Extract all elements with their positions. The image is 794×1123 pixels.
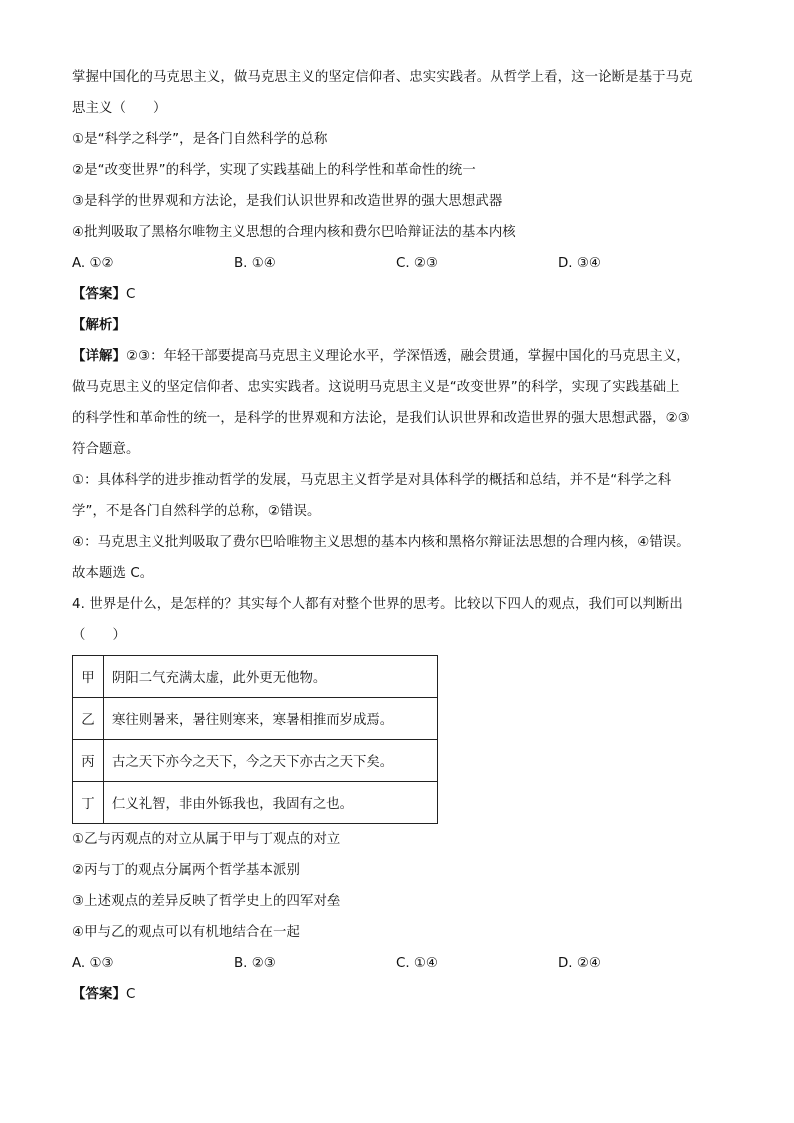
table-cell-person: 丙 [73,740,104,782]
table-row [73,656,438,698]
q3-analysis-label: 【解析】 [72,318,126,333]
q3-choice-b: B. ①④ [234,256,276,271]
q4-viewpoints-table [72,655,438,824]
q3-detail-line-1 [72,341,722,372]
q3-analysis [72,310,722,341]
table-cell-view: 寒往则暑来，暑往则寒来，寒暑相推而岁成焉。 [104,698,438,740]
q3-wrong2: ④：马克思主义批判吸取了费尔巴哈唯物主义思想的基本内核和黑格尔辩证法思想的合理内核，④错误。 [72,535,690,550]
q4-answer [72,979,722,1010]
table-cell-person: 甲 [73,656,104,698]
document-page [72,62,722,1010]
table-cell-person: 丁 [73,782,104,824]
q3-answer [72,279,722,310]
q4-choices [72,948,722,979]
q4-answer-value: C [125,987,136,1002]
table-cell-view: 古之天下亦今之天下，今之天下亦古之天下矣。 [104,740,438,782]
q3-option-1: ①是“科学之科学”，是各门自然科学的总称 [72,132,328,147]
q3-choice-d: D. ③④ [558,256,601,271]
q3-choice-c: C. ②③ [396,256,438,271]
table-cell-view: 仁义礼智，非由外铄我也，我固有之也。 [104,782,438,824]
q3-choice-a: A. ①② [72,256,114,271]
q4-option-3: ③上述观点的差异反映了哲学史上的四军对垒 [72,894,341,909]
q4-choice-b: B. ②③ [234,956,276,971]
q3-wrong1-line-2: 学”，不是各门自然科学的总称，②错误。 [72,504,321,519]
q3-detail-line-3: 的科学性和革命性的统一，是科学的世界观和方法论，是我们认识世界和改造世界的强大思想武器，②③ [72,411,690,426]
q3-choices [72,248,722,279]
table-cell-view: 阴阳二气充满太虚，此外更无他物。 [104,656,438,698]
q3-option-3: ③是科学的世界观和方法论，是我们认识世界和改造世界的强大思想武器 [72,194,503,209]
q4-option-2: ②丙与丁的观点分属两个哲学基本派别 [72,863,300,878]
q3-detail-line-4: 符合题意。 [72,442,140,457]
q3-option-2: ②是“改变世界”的科学，实现了实践基础上的科学性和革命性的统一 [72,163,476,178]
q3-answer-value: C [125,287,136,302]
q3-detail-text-1: ②③：年轻干部要提高马克思主义理论水平，学深悟透，融会贯通，掌握中国化的马克思主义， [125,349,690,364]
q3-wrong1-line-1: ①：具体科学的进步推动哲学的发展，马克思主义哲学是对具体科学的概括和总结，并不是“科学之科 [72,473,672,488]
q3-stem-line-1: 掌握中国化的马克思主义，做马克思主义的坚定信仰者、忠实实践者。从哲学上看，这一论断是基于马克 [72,70,693,85]
q4-stem-line-1: 4. 世界是什么，是怎样的？其实每个人都有对整个世界的思考。比较以下四人的观点，我们可以判断出 [72,597,683,612]
q3-detail-line-2: 做马克思主义的坚定信仰者、忠实实践者。这说明马克思主义是“改变世界”的科学，实现了实践基础上 [72,380,680,395]
table-cell-person: 乙 [73,698,104,740]
q4-choice-a: A. ①③ [72,956,114,971]
q3-stem-line-2: 思主义（ ） [72,101,167,116]
q4-option-1: ①乙与丙观点的对立从属于甲与丁观点的对立 [72,832,341,847]
table-row [73,698,438,740]
table-row [73,782,438,824]
q3-answer-label: 【答案】 [72,287,126,302]
q4-choice-c: C. ①④ [396,956,438,971]
q4-choice-d: D. ②④ [558,956,601,971]
q3-conclusion: 故本题选 C。 [72,566,154,581]
q3-option-4: ④批判吸取了黑格尔唯物主义思想的合理内核和费尔巴哈辩证法的基本内核 [72,225,516,240]
q4-answer-label: 【答案】 [72,987,126,1002]
q3-detail-label: 【详解】 [72,349,126,364]
table-row [73,740,438,782]
q4-stem-line-2: （ ） [72,628,126,643]
q4-option-4: ④甲与乙的观点可以有机地结合在一起 [72,925,300,940]
